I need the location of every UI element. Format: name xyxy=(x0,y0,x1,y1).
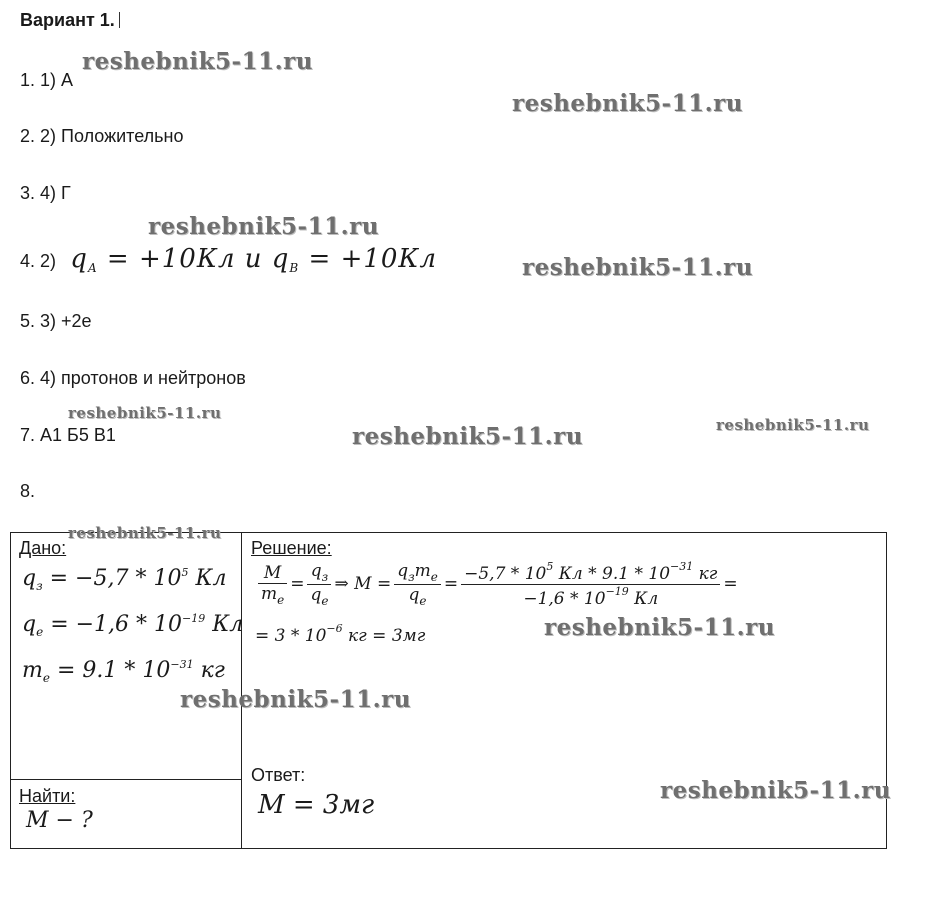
answer-2: 2. 2) Положительно xyxy=(20,126,184,146)
given-label: Дано: xyxy=(19,538,67,558)
watermark: reshebnik5-11.ru xyxy=(68,524,222,542)
watermark: reshebnik5-11.ru xyxy=(148,213,379,240)
answer-1: 1. 1) А xyxy=(20,70,74,90)
table-bottom-border xyxy=(10,848,887,849)
watermark: reshebnik5-11.ru xyxy=(660,777,891,804)
answer-5: 5. 3) +2е xyxy=(20,311,92,331)
find-value: M − ? xyxy=(26,808,93,833)
answer-3: 3. 4) Г xyxy=(20,183,71,203)
table-left-border xyxy=(10,532,11,849)
answer-8: 8. xyxy=(20,481,36,501)
final-answer: M = 3мг xyxy=(258,790,375,820)
solution-label: Решение: xyxy=(251,538,332,558)
page-title: Вариант 1. xyxy=(20,10,120,31)
solution-line-1: $\frac{M}{m_e}$ = $\frac{q_з}{q_e}$ ⇒ M = $\frac{q_зm_e}{q_e}$ = $\frac{-5,7 * 10^5 Кл * 9.1 * 10^{-31} кг}{-1,6 * 10^{-19} Кл}$ = xyxy=(255,560,738,609)
answer-4 xyxy=(20,244,437,275)
answer-label: Ответ: xyxy=(251,765,306,785)
answer-4-equation: $q_A = +10Кл$ и $q_B = +10Кл$ xyxy=(61,244,438,275)
text-cursor xyxy=(119,12,120,28)
watermark: reshebnik5-11.ru xyxy=(716,416,870,434)
find-label: Найти: xyxy=(19,786,76,806)
given-me: $m_e = 9.1 * 10^{-31}$ кг xyxy=(22,658,225,685)
answer-7: 7. А1 Б5 В1 xyxy=(20,425,116,445)
answer-6: 6. 4) протонов и нейтронов xyxy=(20,368,246,388)
given-q3: $q_з = -5,7 * 10^5$ Кл xyxy=(22,566,227,593)
watermark: reshebnik5-11.ru xyxy=(180,686,411,713)
solution-line-2: = $3 * 10^{-6}$ кг = 3мг xyxy=(255,622,426,646)
answer-4-prefix: 4. 2) xyxy=(20,251,57,271)
given-find-divider xyxy=(10,779,242,780)
given-qe: $q_e = -1,6 * 10^{-19}$ Кл xyxy=(22,612,244,639)
watermark: reshebnik5-11.ru xyxy=(522,254,753,281)
watermark: reshebnik5-11.ru xyxy=(82,48,313,75)
watermark: reshebnik5-11.ru xyxy=(512,90,743,117)
watermark: reshebnik5-11.ru xyxy=(544,614,775,641)
watermark: reshebnik5-11.ru xyxy=(68,404,222,422)
watermark: reshebnik5-11.ru xyxy=(352,423,583,450)
